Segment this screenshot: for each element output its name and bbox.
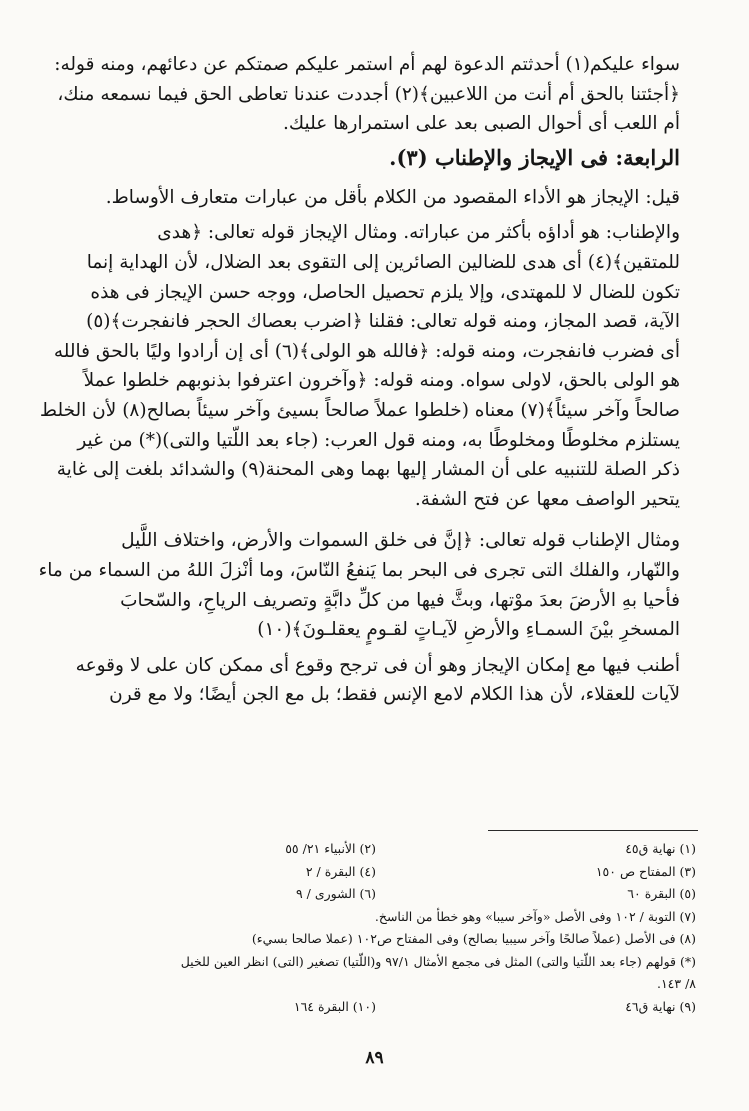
footnote: (*) قولهم (جاء بعد اللّتيا والتى) المثل فى مجمع الأمثال ٩٧/١ و(اللّتيا) تصغير (التى) انظر العين للخيل (180, 953, 696, 969)
text-line: صالحاً وآخر سيئاً﴾(٧) معناه (خلطوا عملاً صالحاً بسيئ وآخر سيئاً بصالح(٨) لأن الخلط (39, 399, 680, 421)
text-line: للمتقين﴾(٤) أى هدى للضالين الصائرين إلى التقوى بعد الضلال، لأن الهداية إنما (86, 251, 680, 273)
footnote: (١) نهاية ق٤٥ (625, 841, 696, 856)
paragraph-1 (54, 50, 680, 139)
text-line: والإطناب: هو أداؤه بأكثر من عباراته. ومثال الإيجاز قوله تعالى: ﴿هدى (157, 222, 680, 244)
text-line: سواء عليكم(١) أحدثتم الدعوة لهم أم استمر عليكم صمتكم عن دعائهم، ومنه قوله: (54, 54, 680, 75)
footnote: (٥) البقرة ٦٠ (627, 886, 696, 901)
main-text (38, 50, 680, 710)
footnote: (٨) فى الأصل (عملاً صالحًا وآخر سيبيا بصالح) وفى المفتاح ص١٠٢ (عملا صالحا بسيء) (251, 931, 696, 946)
paragraph-4 (38, 526, 680, 644)
footnote: (٩) نهاية ق٤٦ (625, 998, 696, 1014)
footnotes (56, 838, 696, 1018)
footnote-row (56, 883, 696, 906)
text-line: ومثال الإطناب قوله تعالى: ﴿إنَّ فى خلق السموات والأرض، واختلاف اللَّيل (121, 530, 680, 552)
heading-text: الرابعة: فى الإيجاز والإطناب (٣). (389, 144, 680, 170)
text-line: ﴿أجئتنا بالحق أم أنت من اللاعبين﴾(٢) أجددت عندنا تعاطى الحق فيما نسمعه منك، (57, 83, 680, 105)
footnote: (٧) التوبة / ١٠٢ وفى الأصل «وآخر سيبا» وهو خطأ من الناسخ. (374, 908, 696, 924)
text-line: فأحيا بهِ الأرضَ بعدَ موْتها، وبثَّ فيها من كلِّ دابَّةٍ وتصريف الرياحِ، والسّحابَ (120, 589, 680, 611)
paragraph-2 (76, 183, 680, 213)
footnote-row (56, 861, 696, 884)
footnote-row (56, 838, 696, 861)
footnote: (٦) الشورى / ٩ (295, 886, 376, 901)
text-line: أطنب فيها مع إمكان الإيجاز وهو أن فى ترجح وقوع أى ممكن كان على لا وقوعه (75, 654, 680, 676)
footnote: (١٠) البقرة ١٦٤ (293, 998, 376, 1014)
footnote-row (56, 996, 696, 1019)
text-line: الآية، قصد المجاز، ومنه قوله تعالى: فقلنا ﴿اضرب بعصاك الحجر فانفجرت﴾(٥) (86, 311, 680, 333)
text-line: والنّهار، والفلك التى تجرى فى البحر بما يَنفعُ النّاسَ، وما أنْزلَ اللهُ من السماء من ماء (38, 559, 680, 581)
text-line: أى فضرب فانفجرت، ومنه قوله: ﴿فالله هو الولى﴾(٦) أى إن أرادوا وليًا بالحق فالله (53, 340, 680, 362)
page-number: ٨٩ (365, 1048, 384, 1068)
footnote-separator (488, 830, 698, 831)
footnote: (٤) البقرة / ٢ (305, 863, 376, 879)
text-line: المسخرِ بيْنَ السمـاءِ والأرضِ لآيـاتٍ لقـومٍ يعقلـونَ﴾(١٠) (257, 619, 680, 641)
paragraph-3 (39, 218, 680, 514)
footnote: ٨/ ١٤٣. (656, 976, 696, 991)
text-line: ذكر الصلة للتنبيه على أن المشار إليها بهما وهى المحنة(٩) والشدائد بلغت إلى غاية (56, 459, 680, 481)
text-line: يستلزم مخلوطًا ومخلوطًا به، ومنه قول العرب: (جاء بعد اللّتيا والتى)(*) من غير (77, 429, 680, 451)
footnote: (٢) الأنبياء ٢١/ ٥٥ (285, 841, 376, 856)
footnote: (٣) المفتاح ص ١٥٠ (595, 863, 696, 879)
text-line: هو الولى بالحق، لاولى سواه. ومنه قوله: ﴿وآخرون اعترفوا بذنوبهم خلطوا عملاً (83, 370, 680, 392)
text-line: أم اللعب أى أحوال الصبى بعد على استمرارها عليك. (283, 113, 680, 135)
text-line: يتحير الواصف معها عن فتح الشفة. (414, 488, 680, 510)
text-line: تكون للضال لا للمهتدى، وإلا يلزم تحصيل الحاصل، ووجه حسن الإيجاز فى هذه (90, 281, 680, 303)
text-line: لآيات للعقلاء، لأن هذا الكلام لامع الإنس فقط؛ بل مع الجن أيضًا؛ ولا مع قرن (109, 684, 680, 706)
text-line: قيل: الإيجاز هو الأداء المقصود من الكلام بأقل من عبارات متعارف الأوساط. (105, 186, 680, 208)
section-heading (76, 139, 680, 177)
paragraph-5 (76, 651, 680, 710)
